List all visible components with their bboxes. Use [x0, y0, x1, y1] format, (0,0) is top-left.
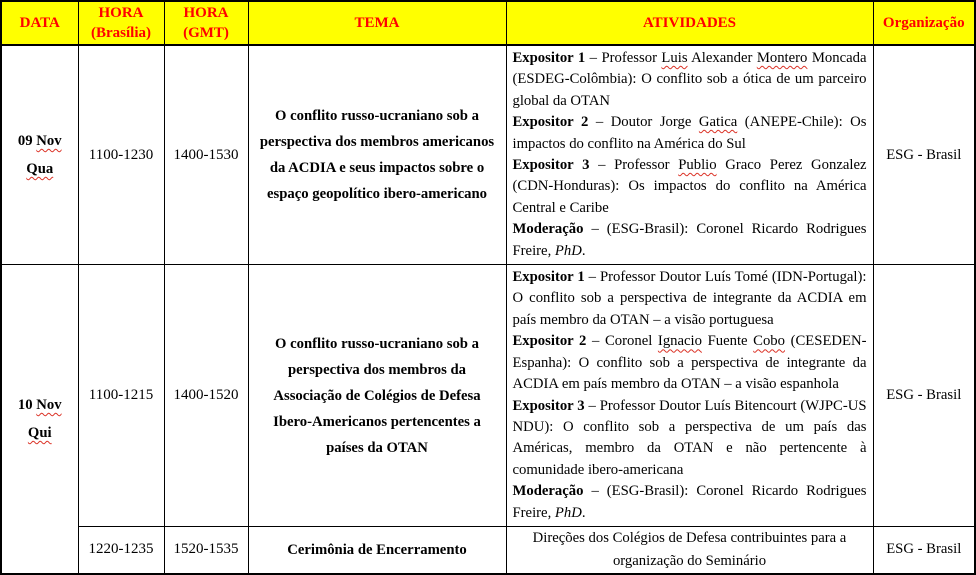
text-run: Luis: [661, 50, 688, 66]
text-run: – Professor: [585, 50, 662, 66]
text-run: 10: [17, 397, 37, 413]
text-run: Moncada (ESDEG-Colômbia): O conflito sob a ótica de um parceiro global da OTAN: [512, 50, 867, 109]
text-paragraph: [513, 112, 867, 155]
text-run: Moderação: [512, 221, 584, 238]
text-run: PhD: [554, 504, 582, 521]
text-paragraph: [513, 331, 867, 395]
text-paragraph: [513, 396, 867, 482]
text-paragraph: [4, 391, 76, 419]
text-run: Expositor 2: [512, 114, 589, 131]
text-run: PhD: [554, 242, 582, 259]
header-cell-tema: [248, 1, 506, 45]
date-cell-09-nov: [1, 45, 78, 265]
text-paragraph: [513, 267, 867, 331]
header-cell-atividades: [506, 1, 873, 45]
text-run: Expositor 1: [512, 269, 585, 286]
organizacao-cell: ESG - Brasil: [873, 265, 975, 527]
text-run: Fuente: [701, 333, 754, 350]
text-paragraph: [513, 155, 867, 219]
text-paragraph: [4, 155, 76, 183]
text-run: Expositor 3: [512, 157, 590, 174]
text-run: .: [581, 504, 586, 521]
row-encerramento: [1, 526, 975, 574]
text-paragraph: [4, 419, 76, 447]
text-run: .: [581, 242, 586, 259]
text-run: – Professor Doutor Luís Bitencourt (WJPC-US NDU): O conflito sob a perspectiva de um país das Américas, membro da OTAN e não pertencente à comunidade ibero-americana: [512, 397, 867, 478]
text-run: Cobo: [753, 333, 785, 350]
text-run: (CESEDEN-Espanha): O conflito sob a perspectiva de integrante da ACDIA em país membro da OTAN – a visão espanhola: [512, 333, 867, 393]
text-run: – (ESG-Brasil): Coronel Ricardo Rodrigues Freire,: [512, 483, 867, 521]
time-brasilia-cell: 1100-1230: [78, 45, 164, 265]
header-label-organizacao: Organização: [882, 15, 965, 31]
text-run: 09: [17, 133, 37, 150]
time-brasilia-cell: 1100-1215: [78, 265, 164, 527]
text-paragraph: [513, 219, 867, 262]
header-label-data: DATA: [19, 15, 60, 31]
text-run: Graco Perez Gonzalez (CDN-Honduras): Os impactos do conflito na América Central e Caribe: [512, 157, 867, 216]
atividades-cell: [506, 265, 873, 527]
text-run: Expositor 1: [512, 50, 586, 66]
text-run: Publio: [678, 157, 717, 174]
time-gmt-cell: 1520-1535: [164, 526, 248, 574]
organizacao-cell: ESG - Brasil: [873, 45, 975, 265]
tema-cell: O conflito russo-ucraniano sob a perspectiva dos membros da Associação de Colégios de Defesa Ibero-Americanos pertencentes a países da OTAN: [248, 265, 506, 527]
text-run: – Doutor Jorge: [588, 114, 699, 131]
header-label-atividades: ATIVIDADES: [642, 15, 737, 31]
atividades-cell: [506, 45, 873, 265]
text-run: – Coronel: [586, 333, 658, 350]
tema-cell: Cerimônia de Encerramento: [248, 526, 506, 574]
row-09-nov: [1, 45, 975, 265]
time-gmt-cell: 1400-1530: [164, 45, 248, 265]
header-label-hora: HORA: [98, 5, 144, 21]
text-run: Qua: [26, 161, 54, 178]
row-10-nov: [1, 265, 975, 527]
header-row: [1, 1, 975, 45]
text-run: – Professor Doutor Luís Tomé (IDN-Portugal): O conflito sob a perspectiva de integrante da ACDIA em país membro da OTAN – a visão portuguesa: [512, 269, 867, 328]
text-run: Expositor 2: [512, 333, 587, 350]
header-cell-data: [1, 1, 78, 45]
text-run: Expositor 3: [512, 397, 585, 414]
time-gmt-cell: 1400-1520: [164, 265, 248, 527]
header-label-gmt: (GMT): [183, 25, 229, 41]
text-run: Gatica: [698, 114, 738, 131]
text-run: (ANEPE-Chile): Os impactos do conflito na América do Sul: [512, 114, 867, 152]
organizacao-cell: ESG - Brasil: [873, 526, 975, 574]
text-run: Moderação: [512, 483, 584, 500]
header-label-hora-gmt: HORA: [183, 5, 229, 21]
text-run: Alexander: [687, 50, 757, 66]
text-run: Ignacio: [657, 333, 702, 350]
text-run: Montero: [756, 50, 808, 66]
text-paragraph: [4, 127, 76, 155]
header-cell-hora-brasilia: [78, 1, 164, 45]
header-label-tema: TEMA: [354, 15, 400, 31]
tema-cell: O conflito russo-ucraniano sob a perspectiva dos membros americanos da ACDIA e seus impactos sobre o espaço geopolítico ibero-americano: [248, 45, 506, 265]
text-paragraph: [513, 48, 867, 112]
atividades-cell: Direções dos Colégios de Defesa contribuintes para a organização do Seminário: [506, 526, 873, 574]
text-run: Nov: [36, 397, 62, 413]
date-cell-10-nov: [1, 265, 78, 574]
text-run: – Professor: [589, 157, 679, 174]
header-label-brasilia: (Brasília): [91, 25, 151, 41]
header-cell-hora-gmt: [164, 1, 248, 45]
header-cell-organizacao: [873, 1, 975, 45]
time-brasilia-cell: 1220-1235: [78, 526, 164, 574]
text-run: Qui: [27, 425, 52, 441]
text-run: Nov: [36, 133, 62, 150]
text-paragraph: [513, 481, 867, 524]
text-run: – (ESG-Brasil): Coronel Ricardo Rodrigues Freire,: [512, 221, 867, 259]
